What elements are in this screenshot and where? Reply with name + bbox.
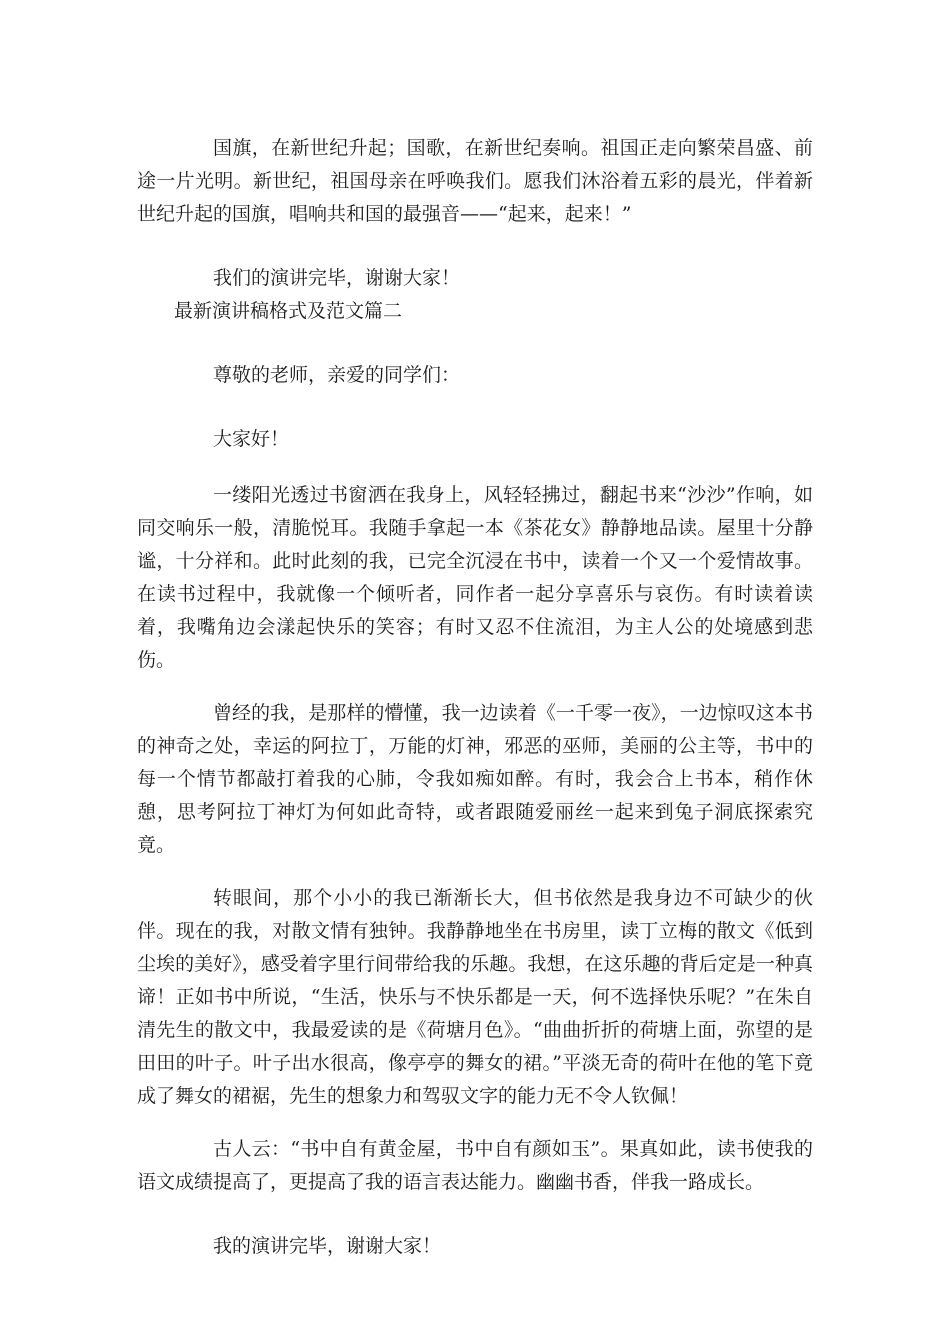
paragraph-arabian-nights: 曾经的我，是那样的懵懂，我一边读着《一千零一夜》，一边惊叹这本书的神奇之处，幸运的阿拉丁，万能的灯神，邪恶的巫师，美丽的公主等，书中的每一个情节都敲打着我的心肺，令我如痴如醉。有时，我会合上书本，稍作休憩，思考阿拉丁神灯为何如此奇特，或者跟随爱丽丝一起来到兔子洞底探索究竟。 — [137, 702, 813, 856]
greeting: 大家好！ — [213, 428, 290, 450]
closing: 我的演讲完毕，谢谢大家！ — [213, 1235, 442, 1257]
paragraph-essays: 转眼间，那个小小的我已渐渐长大，但书依然是我身边不可缺少的伙伴。现在的我，对散文情有独钟。我静静地坐在书房里，读丁立梅的散文《低到尘埃的美好》，感受着字里行间带给我的乐趣。我想，在这乐趣的背后定是一种真谛！正如书中所说，“生活，快乐与不快乐都是一天，何不选择快乐呢？”在朱自清先生的散文中，我最爱读的是《荷塘月色》。“曲曲折折的荷塘上面，弥望的是田田的叶子。叶子出水很高，像亭亭的舞女的裙。”平淡无奇的荷叶在他的笔下竟成了舞女的裙裾，先生的想象力和驾驭文字的能力无不令人钦佩！ — [137, 887, 813, 1107]
paragraph-national-flag: 国旗，在新世纪升起；国歌，在新世纪奏响。祖国正走向繁荣昌盛、前途一片光明。新世纪，祖国母亲在呼唤我们。愿我们沐浴着五彩的晨光，伴着新世纪升起的国旗，唱响共和国的最强音——“起来，起来！” — [137, 137, 813, 225]
document-page — [137, 132, 813, 1263]
section-title: 最新演讲稿格式及范文篇二 — [174, 300, 403, 322]
paragraph-sunlight: 一缕阳光透过书窗洒在我身上，风轻轻拂过，翻起书来“沙沙”作响，如同交响乐一般，清脆悦耳。我随手拿起一本《茶花女》静静地品读。屋里十分静谧，十分祥和。此时此刻的我，已完全沉浸在书中，读着一个又一个爱情故事。在读书过程中，我就像一个倾听者，同作者一起分享喜乐与哀伤。有时读着读着，我嘴角边会漾起快乐的笑容；有时又忍不住流泪，为主人公的处境感到悲伤。 — [137, 484, 813, 671]
paragraph-ancients: 古人云：“书中自有黄金屋，书中自有颜如玉”。果真如此，读书使我的语文成绩提高了，更提高了我的语言表达能力。幽幽书香，伴我一路成长。 — [137, 1138, 813, 1193]
paragraph-speech-end: 我们的演讲完毕，谢谢大家！ — [213, 267, 461, 289]
salutation: 尊敬的老师，亲爱的同学们： — [213, 364, 461, 386]
